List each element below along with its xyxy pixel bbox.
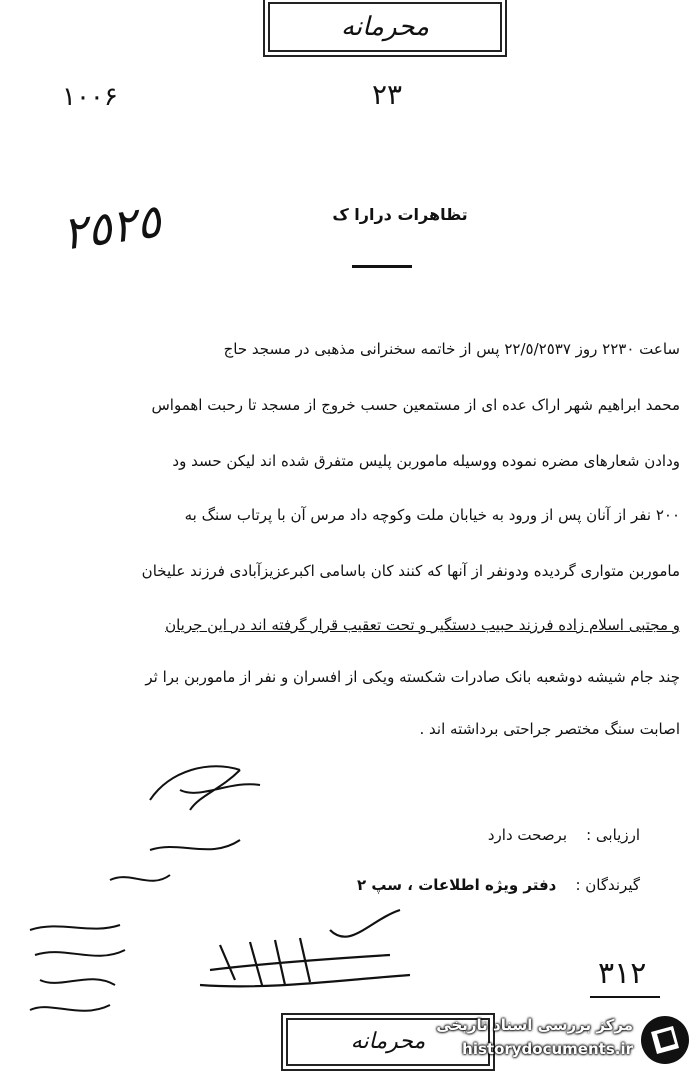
evaluation-line bbox=[488, 826, 640, 844]
document-number: ١٠٠۶ bbox=[62, 82, 118, 112]
watermark-logo-icon bbox=[639, 1014, 691, 1066]
title-underline bbox=[352, 265, 412, 268]
confidential-stamp-top bbox=[268, 2, 502, 52]
handwritten-code: ٢٥٢٥ bbox=[58, 193, 165, 261]
evaluation-value: برصحت دارد bbox=[487, 826, 568, 844]
body-line: ودادن شعارهای مضره نموده ووسیله ماموربن پلیس متفرق شده اند لیکن حسد ود bbox=[172, 452, 680, 470]
recipients-value: دفتر ویژه اطلاعات ، سپ ٢ bbox=[357, 876, 557, 894]
page-number: ٢٣ bbox=[372, 78, 403, 111]
watermark-line1: مرکز بررسی اسناد تاریخی bbox=[436, 1016, 633, 1034]
bottom-signature bbox=[190, 890, 420, 1020]
evaluation-label: ارزیابی : bbox=[586, 826, 640, 844]
body-line: و مجتبی اسلام زاده فرزند حبیب دستگیر و تحت تعقیب قرار گرفته اند در این جریان bbox=[165, 616, 680, 634]
handwritten-number: ٣١٢ bbox=[598, 956, 647, 991]
body-line: چند جام شیشه دوشعبه بانک صادرات شکسته ویکی از افسران و نفر از ماموربن برا ثر bbox=[145, 668, 680, 686]
body-line: اصابت سنگ مختصر جراحتی برداشته اند . bbox=[419, 720, 680, 738]
handwritten-note bbox=[20, 910, 140, 1030]
handwritten-signature bbox=[90, 740, 310, 900]
stamp-text: محرمانه bbox=[350, 1029, 426, 1054]
body-line: ماموربن متواری گردیده ودونفر از آنها که کنند کان باسامی اکبرعزیزآبادی فرزند علیخان bbox=[141, 562, 680, 580]
stamp-text: محرمانه bbox=[340, 12, 430, 42]
body-line: ساعت ٢٢٣٠ روز ٢٢/٥/٢٥٣٧ پس از خاتمه سخنرانی مذهبی در مسجد حاج bbox=[223, 340, 680, 358]
page-title: تظاهرات درارا ک bbox=[332, 205, 468, 224]
body-line: محمد ابراهیم شهر اراک عده ای از مستمعین حسب خروج از مسجد تا رحبت اهمواس bbox=[151, 396, 680, 414]
watermark bbox=[410, 1010, 695, 1070]
body-line: ٢٠٠ نفر از آنان پس از ورود به خیابان ملت وکوچه داد مرس آن با پرتاب سنگ به bbox=[184, 506, 680, 524]
recipients-label: گیرندگان : bbox=[575, 876, 640, 894]
watermark-line2: historydocuments.ir bbox=[462, 1040, 633, 1058]
number-underline bbox=[590, 996, 660, 998]
